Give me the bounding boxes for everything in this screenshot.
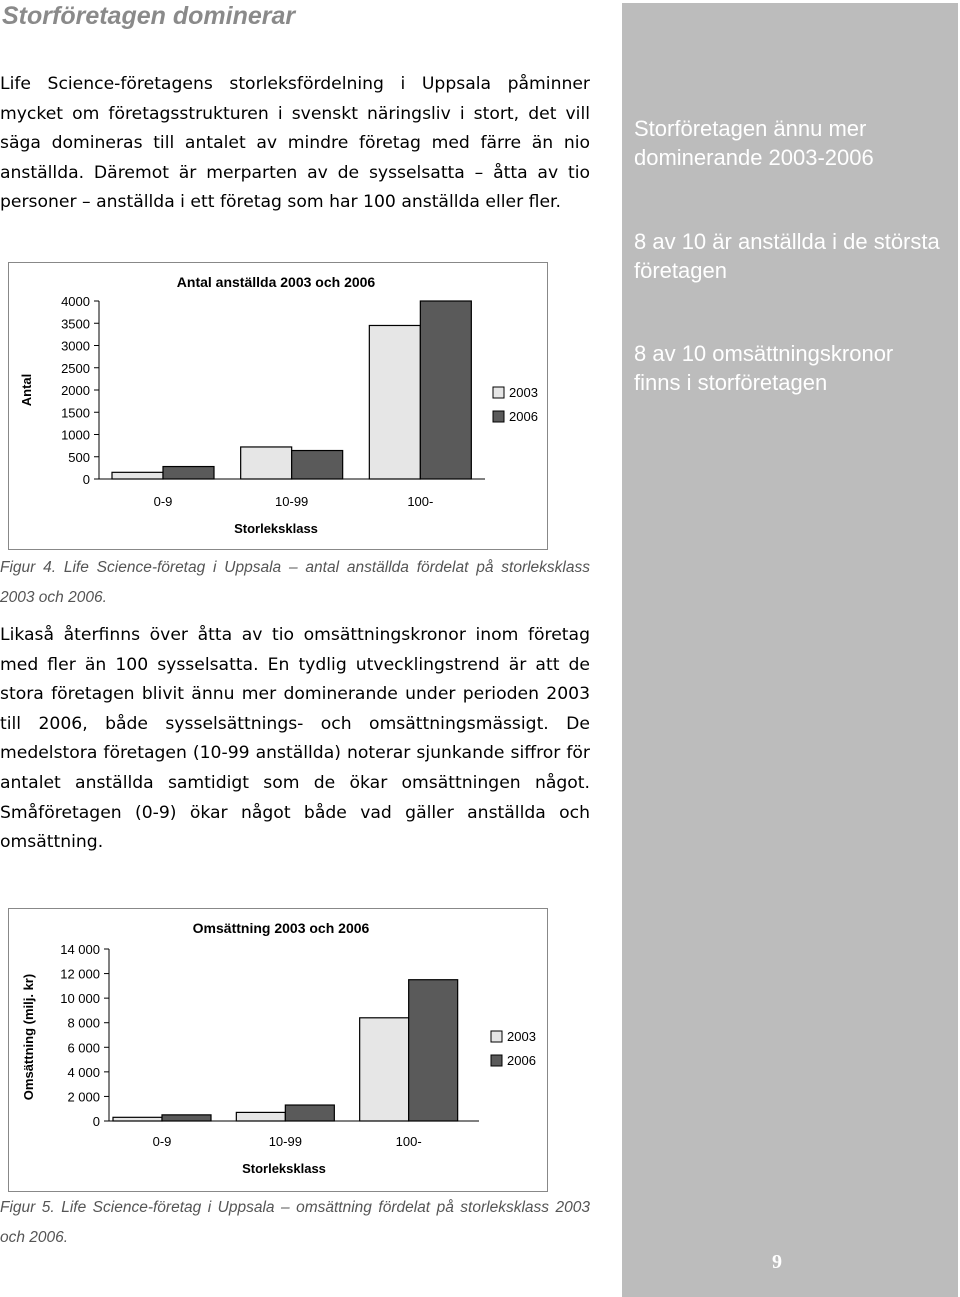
chart-title: Antal anställda 2003 och 2006 (176, 274, 376, 290)
y-tick-label: 8 000 (67, 1015, 100, 1031)
legend-swatch-2003 (491, 1031, 502, 1042)
y-tick-label: 500 (68, 449, 90, 465)
bar-2003-100- (360, 1018, 409, 1121)
y-axis-label: Omsättning (milj. kr) (21, 973, 36, 1101)
revenue-chart (8, 908, 548, 1192)
legend-label-2006: 2006 (509, 409, 538, 424)
bar-2003-0-9 (113, 1117, 162, 1121)
second-paragraph: Likaså återfinns över åtta av tio omsättningskronor inom företag med fler än 100 sysselsatta. En tydlig utvecklingstrend är att de stora företagen blivit ännu mer dominerande under perioden 2003 till 2006, både sysselsättnings- och omsättningsmässigt. De medelstora företagen (10-99 anställda) noterar sjunkande siffror för antalet anställda samtidigt som de ökar omsättningen något. Småföretagen (0-9) ökar något både vad gäller anställda och omsättning. (0, 625, 590, 853)
y-tick-label: 1000 (61, 427, 90, 443)
sidebar-headline: Storföretagen ännu mer dominerande 2003-2006 (634, 116, 874, 170)
page-number: 9 (772, 1251, 782, 1273)
legend-label-2003: 2003 (507, 1029, 536, 1044)
bar-2006-10-99 (292, 451, 343, 479)
y-tick-label: 0 (82, 472, 90, 487)
bar-2003-0-9 (112, 472, 163, 479)
y-tick-label: 4000 (61, 294, 90, 309)
y-tick-label: 12 000 (60, 966, 100, 982)
y-tick-label: 1500 (61, 405, 90, 421)
x-tick-label: 0-9 (152, 1134, 172, 1149)
x-tick-label: 10-99 (275, 494, 309, 509)
intro-paragraph: Life Science-företagens storleksfördelning i Uppsala påminner mycket om företagsstrukturen i svenskt näringsliv i stort, det vill säga domineras till antalet av mindre företag med färre än nio anställda. Däremot är merparten av de sysselsatta – åtta av tio personer – anställda i ett företag som har 100 anställda eller fler. (0, 74, 590, 213)
figure-5-caption: Figur 5. Life Science-företag i Uppsala – omsättning fördelat på storleksklass 2003 och 2006. (0, 1199, 590, 1246)
page-heading: Storföretagen dominerar (2, 2, 296, 30)
legend-label-2003: 2003 (509, 385, 538, 400)
legend-swatch-2003 (493, 387, 504, 398)
bar-2003-10-99 (236, 1112, 285, 1121)
y-tick-label: 3000 (61, 338, 90, 354)
x-tick-label: 100- (407, 494, 434, 509)
sidebar-fact-employees: 8 av 10 är anställda i de största företagen (634, 229, 940, 283)
x-tick-label: 0-9 (153, 494, 173, 509)
chart-svg (9, 909, 547, 1191)
x-axis-label: Storleksklass (242, 1161, 326, 1176)
bar-2003-10-99 (241, 447, 292, 479)
chart-svg (9, 263, 547, 549)
y-axis-label: Antal (19, 373, 34, 407)
x-tick-label: 10-99 (268, 1134, 302, 1149)
bar-2006-10-99 (285, 1105, 334, 1121)
y-tick-label: 4 000 (67, 1064, 100, 1080)
bar-2003-100- (369, 325, 420, 479)
legend-swatch-2006 (493, 411, 504, 422)
bar-2006-0-9 (162, 1115, 211, 1121)
bar-2006-100- (409, 980, 458, 1121)
x-axis-label: Storleksklass (234, 521, 318, 536)
y-tick-label: 14 000 (60, 942, 100, 957)
y-tick-label: 6 000 (67, 1040, 100, 1056)
x-tick-label: 100- (395, 1134, 422, 1149)
y-tick-label: 10 000 (60, 991, 100, 1007)
y-tick-label: 0 (92, 1114, 100, 1129)
sidebar (622, 3, 958, 1297)
sidebar-fact-revenue: 8 av 10 omsättningskronor finns i storföretagen (634, 341, 894, 395)
y-tick-label: 2500 (61, 360, 90, 376)
bar-2006-100- (420, 301, 471, 479)
figure-4-caption: Figur 4. Life Science-företag i Uppsala – antal anställda fördelat på storleksklass 2003 och 2006. (0, 559, 590, 606)
legend-label-2006: 2006 (507, 1053, 536, 1068)
y-tick-label: 2 000 (67, 1089, 100, 1105)
bar-2006-0-9 (163, 467, 214, 479)
y-tick-label: 3500 (61, 316, 90, 332)
chart-title: Omsättning 2003 och 2006 (192, 920, 370, 936)
legend-swatch-2006 (491, 1055, 502, 1066)
employees-chart (8, 262, 548, 550)
y-tick-label: 2000 (61, 383, 90, 398)
